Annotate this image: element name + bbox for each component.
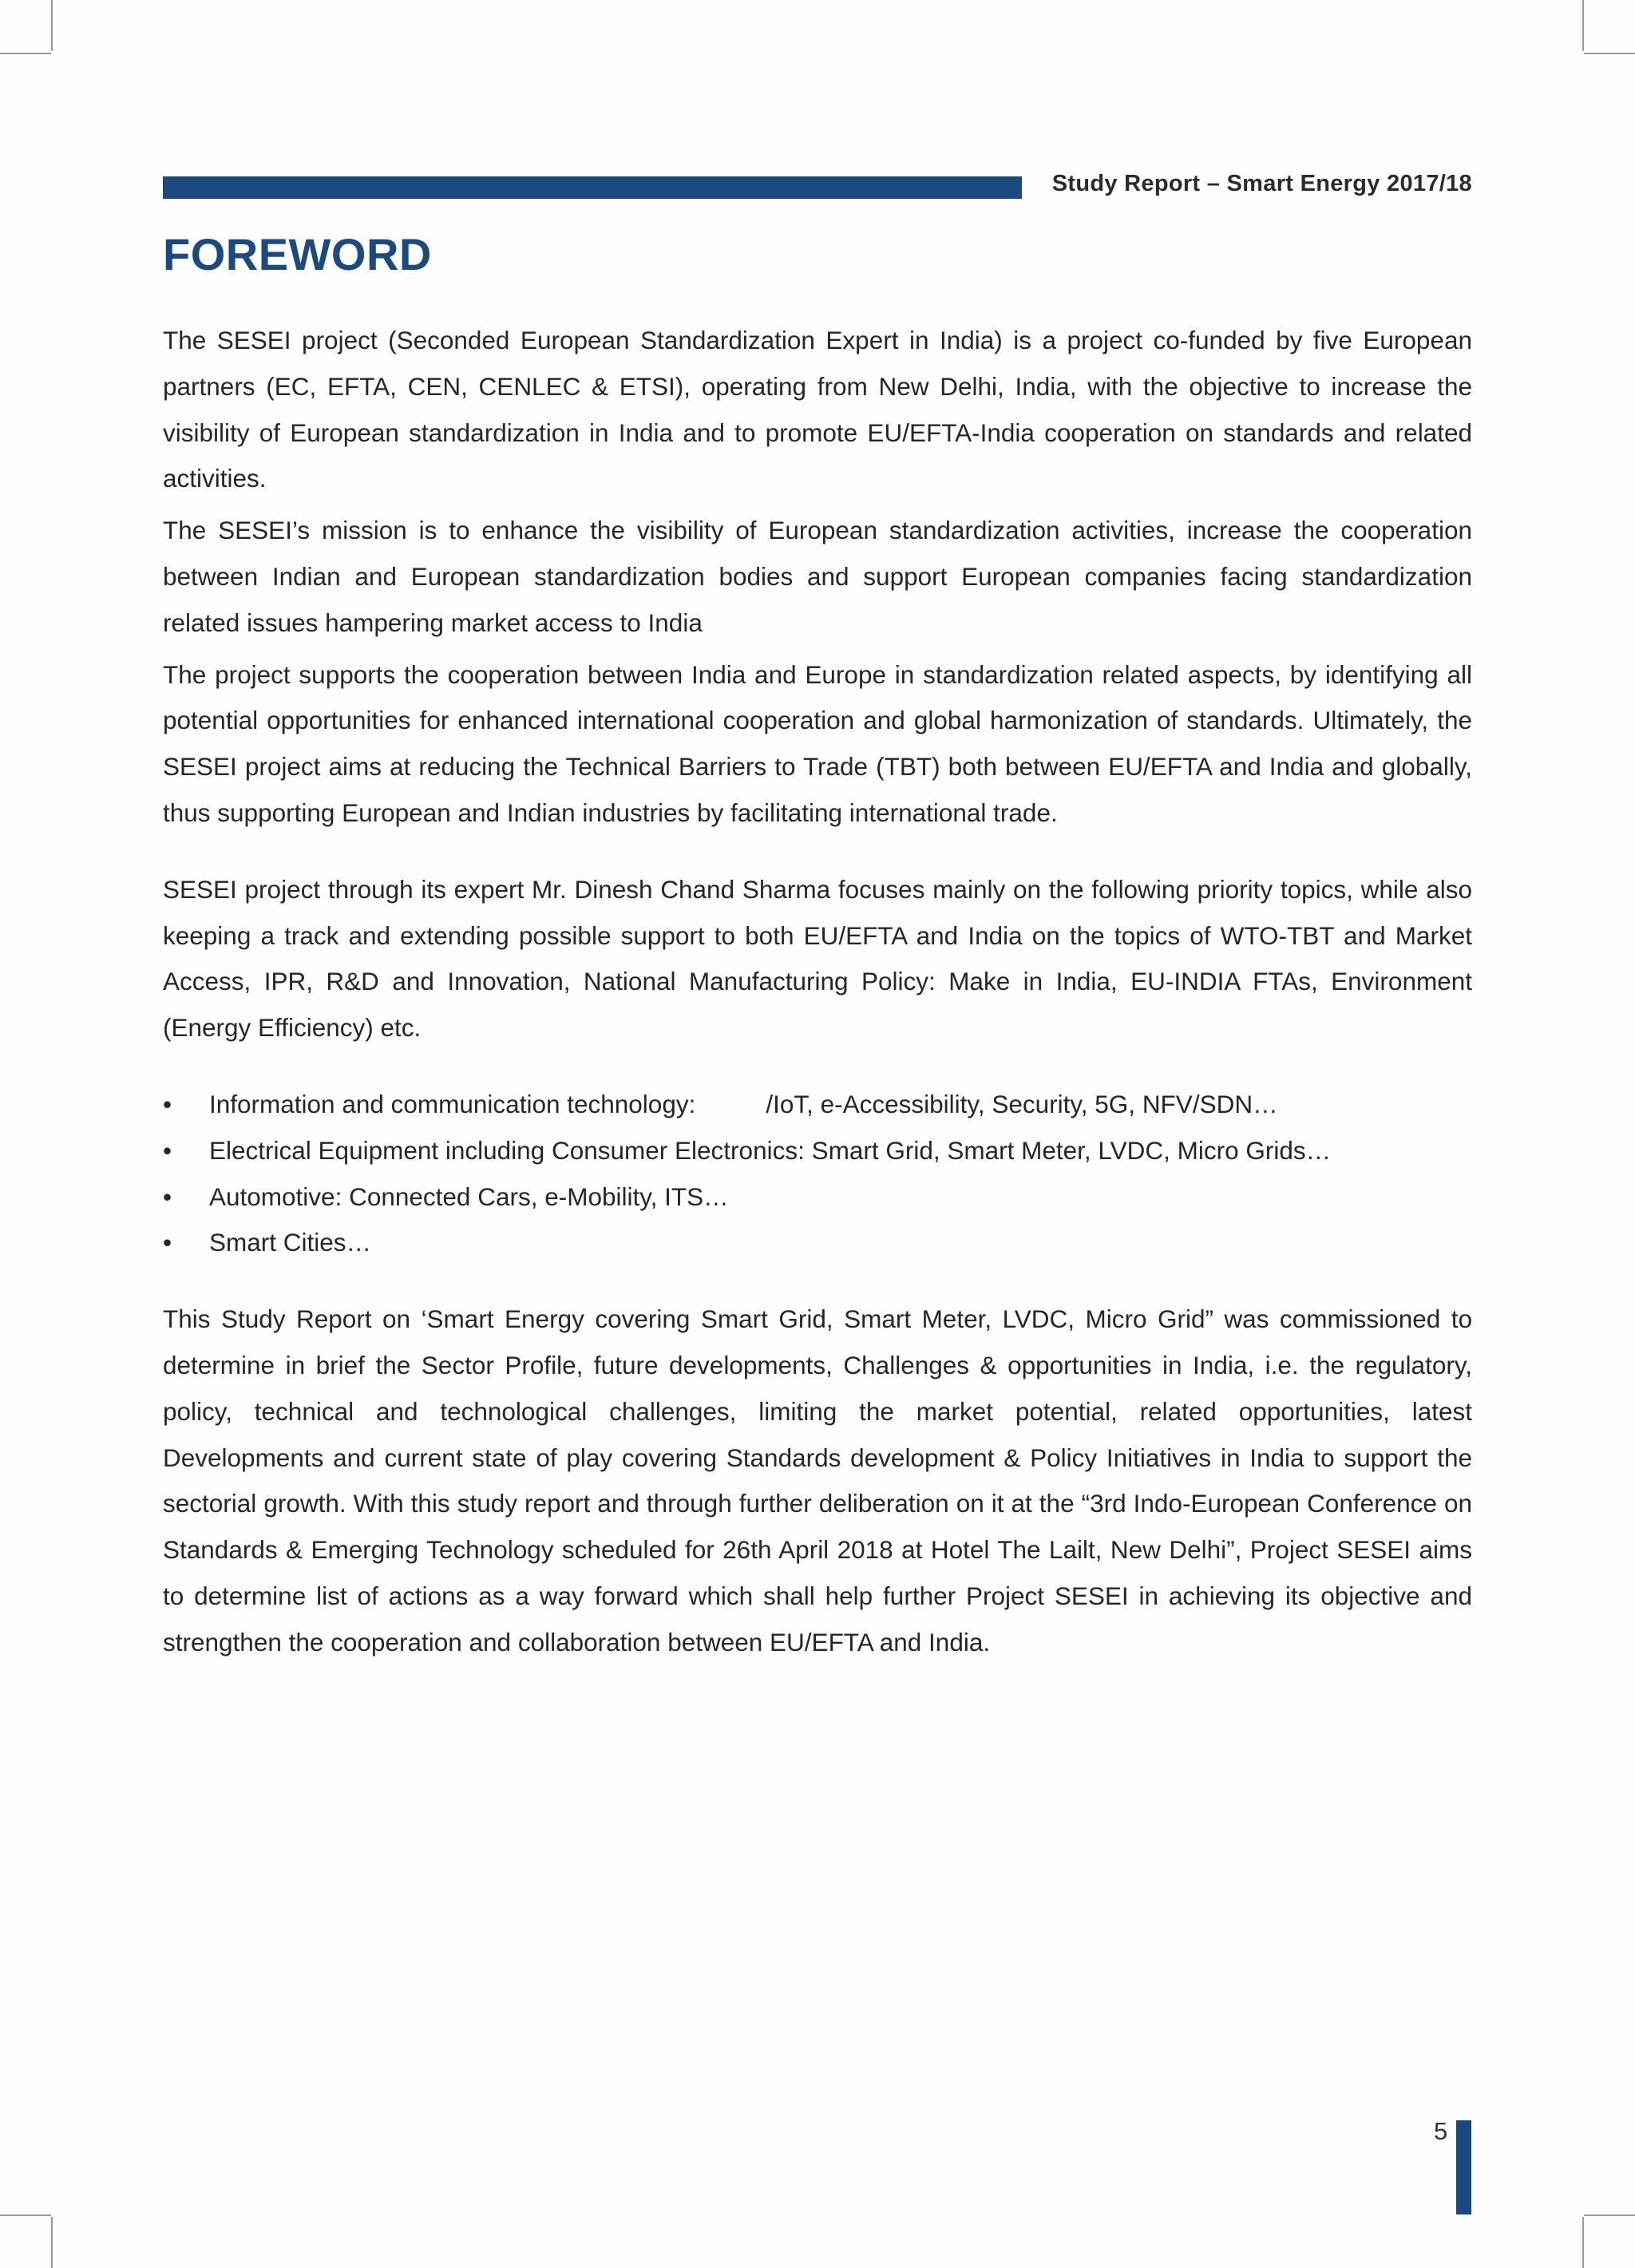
paragraph-study-report: This Study Report on ‘Smart Energy covering Smart Grid, Smart Meter, LVDC, Micro Grid” was commissioned to determine in brief the Sector Profile, future developments, Challenges & opportunities in India, i.e. the regulatory, policy, technical and technological challenges, limiting the market potential, related opportunities, latest Developments and current state of play covering Standards development & Policy Initiatives in India to support the sectorial growth. With this study report and through further deliberation on it at the “3rd Indo-European Conference on Standards & Emerging Technology scheduled for 26th April 2018 at Hotel The Lailt, New Delhi”, Project SESEI aims to determine list of actions as a way forward which shall help further Project SESEI in achieving its objective and strengthen the cooperation and collaboration between EU/EFTA and India. bbox=[163, 1304, 1472, 1656]
ict-label: Information and communication technology: bbox=[209, 1089, 696, 1118]
paragraph-project-cooperation: The project supports the cooperation between India and Europe in standardization related aspects, by identifying all potential opportunities for enhanced international cooperation and global harmonization of standards. Ultimately, the SESEI project aims at reducing the Technical Barriers to Trade (TBT) both between EU/EFTA and India and globally, thus supporting European and Indian industries by facilitating international trade. bbox=[163, 659, 1472, 827]
crop-mark-top-left-vertical bbox=[51, 0, 53, 51]
crop-mark-top-right-vertical bbox=[1582, 0, 1584, 51]
crop-mark-bottom-left-vertical bbox=[51, 2217, 53, 2268]
paragraph-priority-topics: SESEI project through its expert Mr. Dinesh Chand Sharma focuses mainly on the following priority topics, while also keeping a track and extending possible support to both EU/EFTA and India on the topics of WTO-TBT and Market Access, IPR, R&D and Innovation, National Manufacturing Policy: Make in India, EU-INDIA FTAs, Environment (Energy Efficiency) etc. bbox=[163, 874, 1472, 1043]
page-title: FOREWORD bbox=[163, 229, 432, 279]
list-item bbox=[163, 1128, 1472, 1174]
automotive-topics: Automotive: Connected Cars, e-Mobility, ITS… bbox=[209, 1181, 729, 1211]
crop-mark-top-left-horizontal bbox=[0, 53, 51, 54]
crop-mark-bottom-right-vertical bbox=[1582, 2217, 1584, 2268]
list-item bbox=[163, 1174, 1472, 1221]
list-item bbox=[163, 1082, 1472, 1128]
foreword-body bbox=[163, 318, 1472, 1666]
bullet-icon: • bbox=[163, 1089, 172, 1118]
header-accent-bar bbox=[163, 176, 1022, 199]
crop-mark-bottom-right-horizontal bbox=[1584, 2215, 1635, 2216]
bullet-icon: • bbox=[163, 1135, 172, 1165]
bullet-icon: • bbox=[163, 1181, 172, 1211]
priority-topics-list bbox=[163, 1082, 1472, 1266]
crop-mark-bottom-left-horizontal bbox=[0, 2215, 51, 2216]
list-item bbox=[163, 1220, 1472, 1266]
ict-topics: /IoT, e-Accessibility, Security, 5G, NFV/SDN… bbox=[766, 1089, 1278, 1118]
page-number: 5 bbox=[1434, 2117, 1448, 2145]
page-number-tab bbox=[1456, 2120, 1471, 2215]
smart-cities-topics: Smart Cities… bbox=[209, 1228, 372, 1257]
electrical-topics: Electrical Equipment including Consumer Electronics: Smart Grid, Smart Meter, LVDC, Micro Grids… bbox=[209, 1135, 1332, 1165]
running-header-title: Study Report – Smart Energy 2017/18 bbox=[1051, 171, 1472, 196]
paragraph-sesei-mission: The SESEI’s mission is to enhance the visibility of European standardization activities, increase the cooperation between Indian and European standardization bodies and support European companies facing standardization related issues hampering market access to India bbox=[163, 516, 1472, 637]
paragraph-sesei-project: The SESEI project (Seconded European Standardization Expert in India) is a project co-funded by five European partners (EC, EFTA, CEN, CENLEC & ETSI), operating from New Delhi, India, with the objective to increase the visibility of European standardization in India and to promote EU/EFTA-India cooperation on standards and related activities. bbox=[163, 326, 1472, 493]
bullet-icon: • bbox=[163, 1228, 172, 1257]
crop-mark-top-right-horizontal bbox=[1584, 53, 1635, 54]
